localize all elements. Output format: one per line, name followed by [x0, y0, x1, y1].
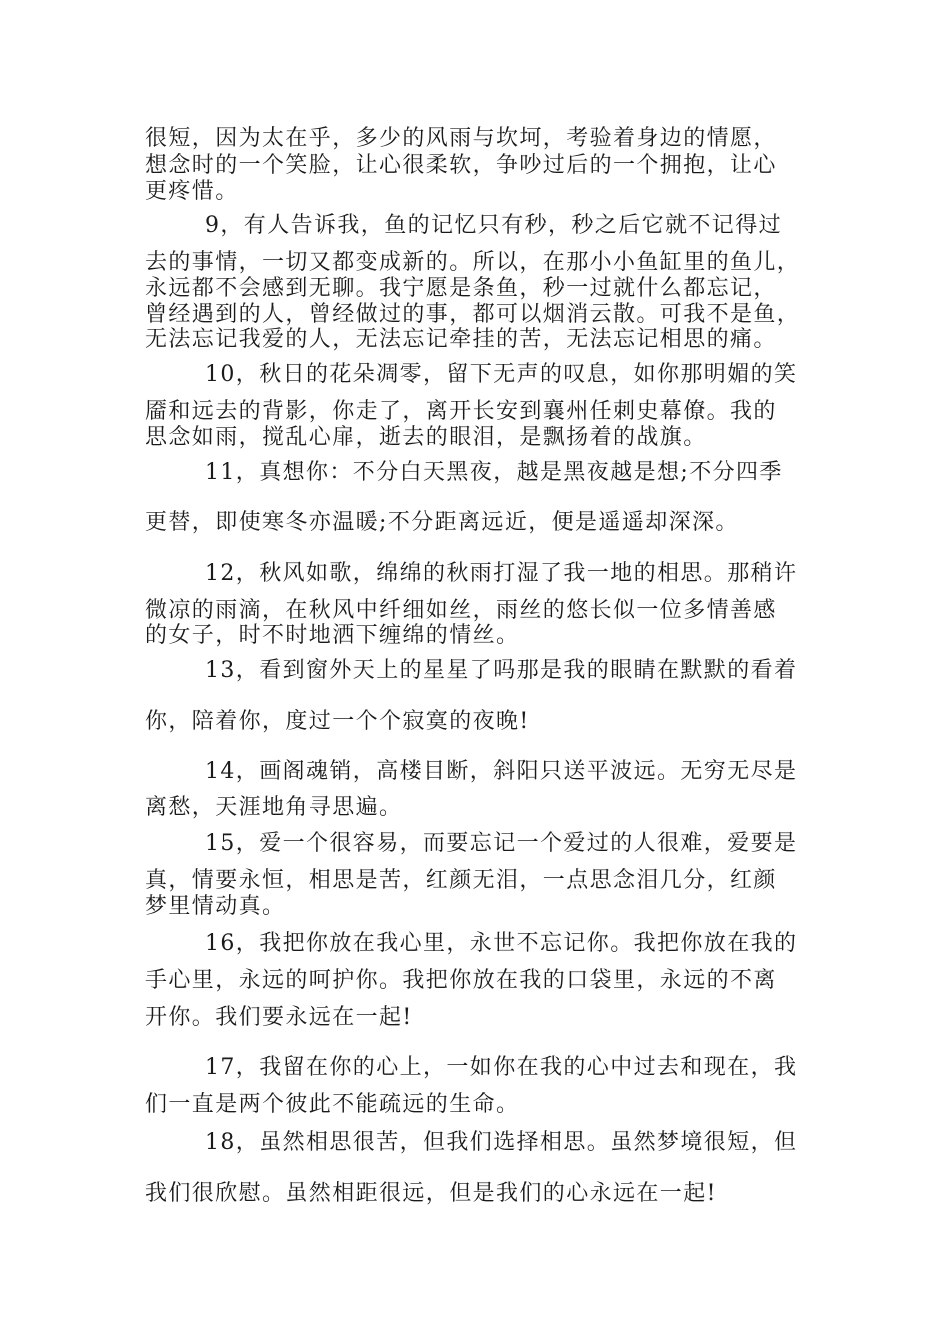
paragraph-14-start: 14，画阁魂销，高楼目断，斜阳只送平波远。无穷无尽是	[205, 759, 798, 784]
text-line: 们一直是两个彼此不能疏远的生命。	[145, 1092, 520, 1117]
paragraph-9-start: 9，有人告诉我，鱼的记忆只有秒，秒之后它就不记得过	[205, 213, 782, 238]
paragraph-16-start: 16，我把你放在我心里，永世不忘记你。我把你放在我的	[205, 931, 798, 956]
text-line: 我们很欣慰。虽然相距很远，但是我们的心永远在一起!	[145, 1181, 717, 1206]
paragraph-13-start: 13，看到窗外天上的星星了吗那是我的眼睛在默默的看着	[205, 658, 798, 683]
text-line: 的女子，时不时地洒下缠绵的情丝。	[145, 623, 520, 648]
text-line: 更替，即使寒冬亦温暖;不分距离远近，便是遥遥却深深。	[145, 510, 739, 535]
text-line: 真，情要永恒，相思是苦，红颜无泪，一点思念泪几分，红颜	[145, 868, 777, 893]
text-line: 思念如雨，搅乱心扉，逝去的眼泪，是飘扬着的战旗。	[145, 425, 707, 450]
paragraph-18-start: 18，虽然相思很苦，但我们选择相思。虽然梦境很短，但	[205, 1130, 798, 1155]
paragraph-15-start: 15，爱一个很容易，而要忘记一个爱过的人很难，爱要是	[205, 831, 798, 856]
text-line: 永远都不会感到无聊。我宁愿是条鱼，秒一过就什么都忘记，	[145, 276, 777, 301]
paragraph-10-start: 10，秋日的花朵凋零，留下无声的叹息，如你那明媚的笑	[205, 362, 798, 387]
text-line: 去的事情，一切又都变成新的。所以，在那小小鱼缸里的鱼儿，	[145, 250, 801, 275]
text-line: 手心里，永远的呵护你。我把你放在我的口袋里，永远的不离	[145, 968, 777, 993]
paragraph-11-start: 11，真想你：不分白天黑夜，越是黑夜越是想;不分四季	[205, 460, 783, 485]
text-line: 靥和远去的背影，你走了，离开长安到襄州任刺史幕僚。我的	[145, 399, 777, 424]
text-line: 想念时的一个笑脸，让心很柔软，争吵过后的一个拥抱，让心	[145, 153, 777, 178]
text-line: 你，陪着你，度过一个个寂寞的夜晚!	[145, 709, 530, 734]
text-line: 更疼惜。	[145, 179, 239, 204]
text-line: 曾经遇到的人，曾经做过的事，都可以烟消云散。可我不是鱼，	[145, 302, 801, 327]
text-line: 开你。我们要永远在一起!	[145, 1005, 413, 1030]
text-line: 梦里情动真。	[145, 894, 286, 919]
paragraph-12-start: 12，秋风如歌，绵绵的秋雨打湿了我一地的相思。那稍许	[205, 561, 798, 586]
text-line: 离愁，天涯地角寻思遍。	[145, 795, 403, 820]
text-line: 微凉的雨滴，在秋风中纤细如丝，雨丝的悠长似一位多情善感	[145, 598, 777, 623]
text-line: 很短，因为太在乎，多少的风雨与坎坷，考验着身边的情愿，	[145, 126, 777, 151]
text-line: 无法忘记我爱的人，无法忘记牵挂的苦，无法忘记相思的痛。	[145, 327, 777, 352]
paragraph-17-start: 17，我留在你的心上，一如你在我的心中过去和现在，我	[205, 1055, 798, 1080]
